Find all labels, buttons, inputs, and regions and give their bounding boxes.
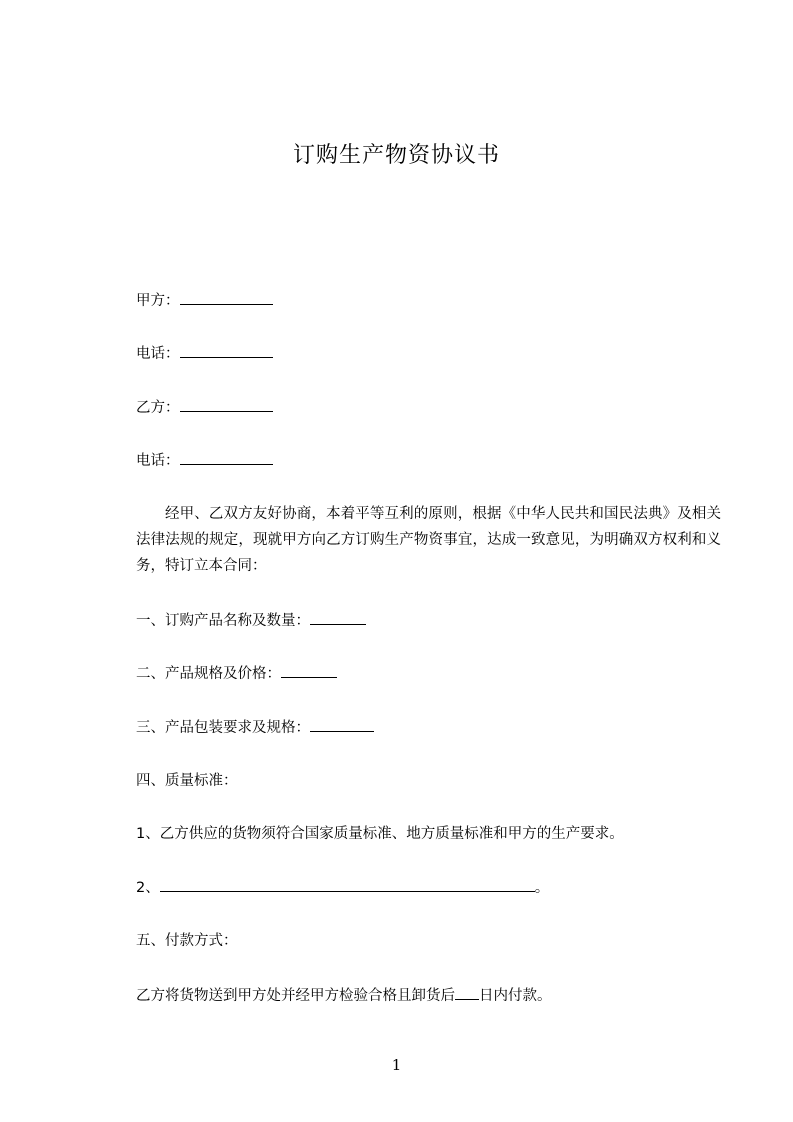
quality-item-2-label: 2、: [136, 880, 160, 896]
party-b-phone-blank: [180, 450, 273, 465]
section-1-blank: [310, 610, 366, 625]
quality-item-2-blank: [160, 877, 535, 892]
party-a-line: [136, 290, 273, 312]
section-1-label: 一、订购产品名称及数量：: [136, 613, 310, 629]
party-b-line: [136, 397, 273, 419]
quality-item-2-end: 。: [534, 880, 550, 896]
page-number: 1: [391, 1056, 402, 1074]
section-5-heading: 五、付款方式：: [136, 933, 238, 949]
party-a-phone-blank: [180, 343, 273, 358]
section-3-label: 三、产品包装要求及规格：: [136, 720, 310, 736]
section-4-heading: 四、质量标准：: [136, 773, 238, 789]
quality-item-2-line: [136, 877, 549, 899]
party-b-label: 乙方：: [136, 400, 180, 416]
party-b-blank: [180, 397, 273, 412]
party-b-phone-line: [136, 450, 273, 472]
section-2-line: [136, 663, 337, 685]
party-b-phone-label: 电话：: [136, 453, 180, 469]
section-3-blank: [310, 717, 374, 732]
party-a-phone-line: [136, 343, 273, 365]
section-1-line: [136, 610, 366, 632]
section-3-line: [136, 717, 374, 739]
quality-item-1: 1、乙方供应的货物须符合国家质量标准、地方质量标准和甲方的生产要求。: [136, 826, 624, 842]
payment-text-before: 乙方将货物送到甲方处并经甲方检验合格且卸货后: [136, 988, 455, 1004]
party-a-phone-label: 电话：: [136, 346, 180, 362]
payment-days-blank: [455, 985, 479, 1000]
section-2-blank: [281, 663, 337, 678]
section-2-label: 二、产品规格及价格：: [136, 666, 281, 682]
party-a-blank: [180, 290, 273, 305]
payment-line: [136, 985, 552, 1007]
payment-text-after: 日内付款。: [479, 988, 552, 1004]
party-a-label: 甲方：: [136, 293, 180, 309]
intro-paragraph: 经甲、乙双方友好协商，本着平等互利的原则，根据《中华人民共和国民法典》及相关法律法规的规定，现就甲方向乙方订购生产物资事宜，达成一致意见，为明确双方权利和义务，特订立本合同：: [136, 506, 721, 574]
document-title: 订购生产物资协议书: [292, 143, 500, 168]
